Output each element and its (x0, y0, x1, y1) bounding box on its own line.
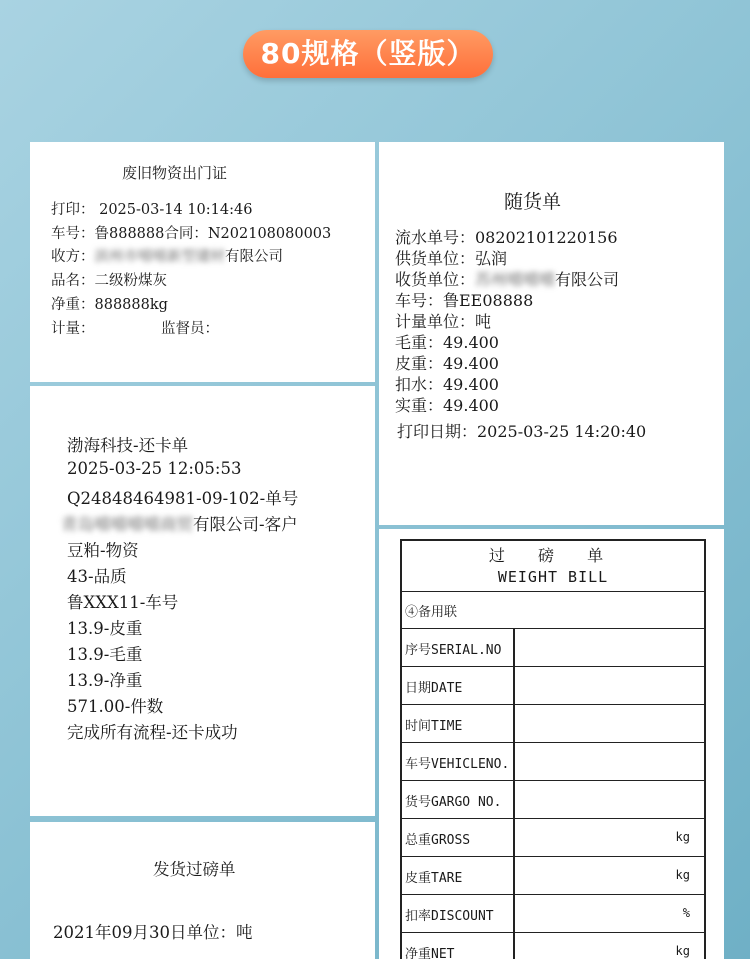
table-row: 日期DATE (402, 667, 704, 705)
receipt-shipping-weigh (30, 822, 375, 959)
bill-title-cn: 过 磅 单 (488, 546, 618, 565)
table-row: 时间TIME (402, 705, 704, 743)
receipt-title: 渤海科技-还卡单 (67, 436, 189, 455)
blurred-company: 滨州市嘻嘻新型建材 (94, 249, 225, 265)
tare-weight: 13.9-皮重 (67, 619, 143, 638)
table-row: 净重NET kg (402, 933, 704, 959)
receipt-title: 随货单 (504, 191, 562, 213)
plate-number: 车号：鲁EE08888 (395, 291, 534, 310)
gross-weight: 13.9-毛重 (67, 645, 143, 664)
status-text: 完成所有流程-还卡成功 (67, 723, 238, 742)
receiver: 收货单位：苏州嘻嘻嘻有限公司 (395, 270, 620, 289)
table-row: 货号GARGO NO. (402, 781, 704, 819)
bill-title-en: WEIGHT BILL (497, 568, 609, 586)
product-name: 品名：二级粉煤灰 (51, 273, 167, 289)
table-row: 车号VEHICLENO. (402, 743, 704, 781)
bill-header (402, 541, 704, 592)
copy-label: ④备用联 (405, 605, 458, 620)
order-number: Q24848464981-09-102-单号 (67, 489, 299, 508)
serial-number: 流水单号：08202101220156 (395, 228, 618, 247)
actual-weight: 实重：49.400 (395, 396, 499, 415)
receipt-waste-exit-permit (30, 142, 375, 382)
print-time: 打印： 2025-03-14 10:14:46 (51, 202, 253, 218)
net-weight: 净重：888888kg (51, 297, 168, 313)
receipt-delivery-note (379, 142, 724, 525)
receipt-title: 废旧物资出门证 (122, 164, 228, 182)
measure-unit: 计量单位：吨 (395, 312, 492, 331)
table-row: 皮重TARE kg (402, 857, 704, 895)
tare-weight: 皮重：49.400 (395, 354, 499, 373)
weight-bill-table (400, 539, 706, 959)
plate-contract: 车号：鲁888888合同：N202108080003 (51, 226, 332, 242)
meter-label: 计量： (51, 321, 95, 337)
supervisor-label: 监督员： (161, 321, 219, 337)
supplier: 供货单位：弘润 (395, 249, 508, 268)
datetime: 2025-03-25 12:05:53 (67, 459, 242, 478)
table-row: 序号SERIAL.NO (402, 629, 704, 667)
quality: 43-品质 (67, 567, 127, 586)
print-date: 打印日期：2025-03-25 14:20:40 (397, 422, 647, 441)
plate-number: 鲁XXX11-车号 (67, 593, 179, 612)
blurred-company: 青岛嘻嘻嘻嘻商贸 (61, 515, 193, 534)
gross-weight: 毛重：49.400 (395, 333, 499, 352)
net-weight: 13.9-净重 (67, 671, 143, 690)
blurred-company: 苏州嘻嘻嘻 (475, 270, 556, 289)
table-row: 总重GROSS kg (402, 819, 704, 857)
column-divider (513, 629, 515, 959)
customer: 青岛嘻嘻嘻嘻商贸有限公司-客户 (61, 515, 298, 534)
receipt-title: 发货过磅单 (153, 860, 236, 879)
receipt-weight-bill (379, 529, 724, 959)
water-deduction: 扣水：49.400 (395, 375, 499, 394)
table-row: 扣率DISCOUNT % (402, 895, 704, 933)
receipt-card-return (30, 386, 375, 816)
piece-count: 571.00-件数 (67, 697, 164, 716)
receiver: 收方：滨州市嘻嘻新型建材有限公司 (51, 249, 283, 265)
copy-row (402, 591, 704, 629)
material: 豆粕-物资 (67, 541, 139, 560)
format-banner: 80规格（竖版） (243, 30, 493, 78)
date-unit: 2021年09月30日单位：吨 (53, 923, 253, 942)
